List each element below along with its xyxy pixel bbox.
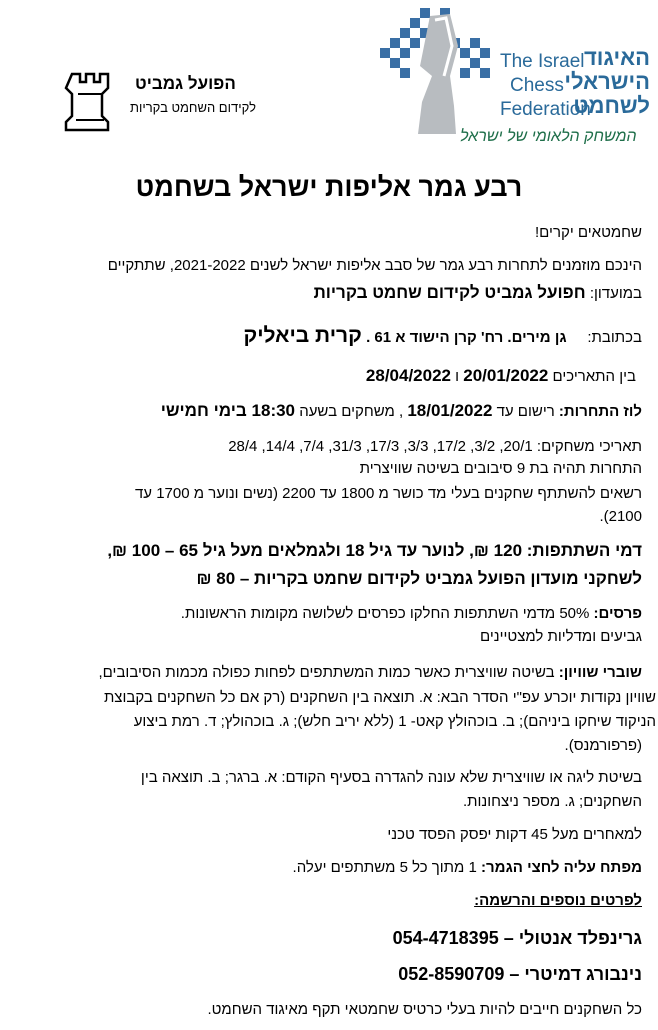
federation-logo [380, 6, 650, 156]
fees-line2: לשחקני מועדון הפועל גמביט לקידום שחמט בקריות – 80 ₪ [196, 569, 642, 588]
address-city: קרית ביאליק [243, 324, 362, 347]
address-main: גן מירים. רח' קרן הישוד א 61 . [366, 329, 567, 346]
federation-he-line2: הישראלי [564, 69, 650, 94]
semis-line [293, 858, 642, 878]
intro: הינכם מוזמנים לתחרות רבע גמר של סבב אליפות ישראל לשנים 2021-2022, שתתקיים [107, 257, 642, 274]
federation-en-line1: The Israel [500, 51, 585, 72]
league-line1: בשיטת ליגה או שוויצרית שלא עונה להגדרה בסעיף הקודם: א. ברגר; ב. תוצאה בין [140, 769, 642, 786]
address-prefix: בכתובת: [587, 329, 642, 346]
tiebreak-line4: (פרפורמנס). [564, 737, 642, 754]
prizes-line [181, 604, 642, 624]
schedule-reg-date: 18/01/2022 [407, 401, 493, 420]
date-from: 20/01/2022 [463, 366, 549, 385]
club-name: חפועל גמביט לקידום שחמט בקריות [313, 283, 586, 302]
league-line2: השחקנים; ג. מספר ניצחונות. [462, 793, 642, 810]
prizes-text: 50% מדמי השתתפות החלקו כפרסים לשלושה מקומות הראשונות. [180, 605, 590, 622]
federation-he-line1: האיגוד [583, 45, 650, 70]
dates-and: ו [455, 368, 460, 385]
eligibility-line1: רשאים להשתתף שחקנים בעלי מד כושר מ 1800 עד 2200 (נשים ונוער מ 1700 עד [134, 485, 642, 502]
chess-board-knight-icon [380, 6, 500, 136]
federation-en-line3: Federation [500, 99, 591, 120]
semis-label: מפתח עליה לחצי הגמר: [481, 859, 642, 876]
hapoel-name: הפועל גמביט [135, 74, 236, 93]
late-rule: למאחרים מעל 45 דקות יפסק הפסד טכני [387, 826, 642, 843]
club-line [314, 283, 642, 304]
page-title: רבע גמר אליפות ישראל בשחמט [135, 172, 523, 202]
federation-en-line2: Chess [510, 75, 564, 96]
date-to: 28/04/2022 [365, 366, 451, 385]
tiebreak-label: שוברי שוויון: [558, 664, 642, 681]
schedule-time-days: 18:30 בימי חמישי [160, 401, 296, 420]
contact-1: גרינפלד אנטולי – 054-4718395 [392, 928, 642, 948]
schedule-reg: רישום עד [496, 403, 555, 420]
prizes-label: פרסים: [593, 605, 642, 622]
game-dates: תאריכי משחקים: 20/1, 3/2, 17/2, 3/3, 17/3, 31/3, 7/4, 14/4, 28/4 [228, 438, 642, 455]
tiebreak-line1 [99, 663, 642, 683]
footer-note: כל השחקנים חייבים להיות בעלי כרטיס שחמטאי תקף מאיגוד השחמט. [207, 1001, 642, 1018]
contact-2: נינבורג דמיטרי – 052-8590709 [398, 964, 642, 984]
tiebreak-text1: בשיטה שוויצרית כאשר כמות המשתתפים לפחות כפולה מכמות הסיבובים, [98, 664, 555, 681]
dates-prefix: בין התאריכים [552, 368, 636, 385]
schedule-label: לוז התחרות: [558, 403, 642, 420]
hapoel-subtitle: לקידום השחמט בקריות [130, 100, 256, 115]
schedule-games-at: , משחקים בשעה [299, 403, 404, 420]
federation-tagline: המשחק הלאומי של ישראל [460, 128, 637, 145]
club-prefix: במועדון: [589, 285, 642, 302]
schedule-line [161, 401, 642, 422]
eligibility-line2: 2100). [599, 508, 642, 525]
greeting: שחמטאים יקרים! [535, 224, 642, 241]
tiebreak-line2: שוויון נקודות יוכרע עפ"י הסדר הבא: א. תוצאה בין השחקנים (רק אם כל השחקנים בקבוצת [103, 689, 656, 706]
rounds: התחרות תהיה בת 9 סיבובים בשיטה שוויצרית [359, 460, 642, 477]
semis-text: 1 מתוך כל 5 משתתפים יעלה. [292, 859, 477, 876]
rook-icon [60, 70, 120, 134]
prizes-line2: גביעים ומדליות למצטיינים [480, 628, 642, 645]
hapoel-logo [60, 70, 256, 140]
details-label: לפרטים נוספים והרשמה: [474, 892, 642, 909]
dates-line [366, 366, 636, 387]
federation-name-he [564, 45, 650, 118]
address-line [243, 326, 642, 348]
tiebreak-line3: הניקוד שיחקו ביניהם); ב. בוכהולץ קאט- 1 (ללא יריב חלש); ג. בוכהולץ; ד. רמת ביצוע [133, 713, 656, 730]
federation-he-line3: לשחמט [573, 93, 650, 118]
fees-line1: דמי השתתפות: 120 ₪, לנוער עד גיל 18 ולגמלאים מעל גיל 65 – 100 ₪, [107, 541, 642, 560]
